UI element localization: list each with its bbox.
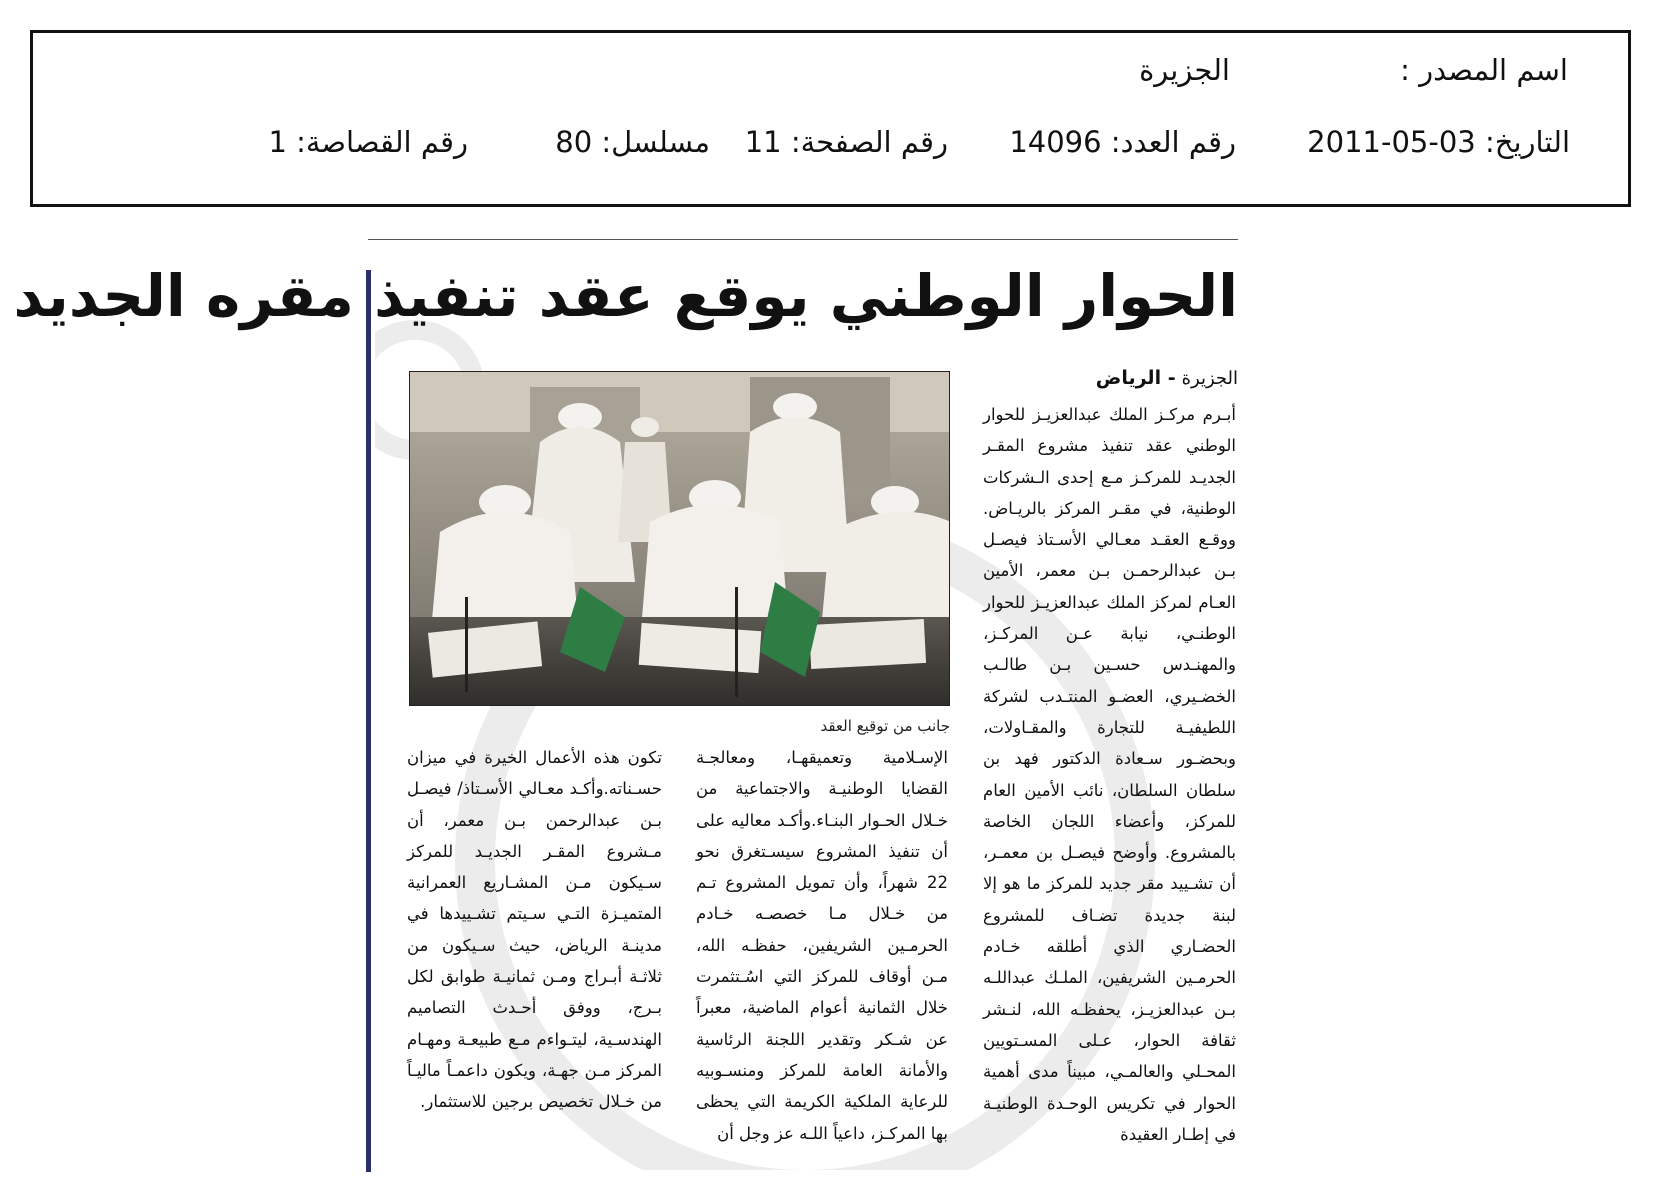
article-headline: الحوار الوطني يوقع عقد تنفيذ مقره الجديد <box>13 262 1238 330</box>
source-value: الجزيرة <box>1139 53 1230 87</box>
column-text: الإسـلامية وتعميقهـا، ومعالجـة القضايا الوطنيـة والاجتماعية من خـلال الحـوار البنـاء.وأكـد معاليه على أن تنفيذ المشروع سيسـتغرق نحو 22 شهراً، وأن تمويل المشروع تـم من خـلال مـا خصصـه خـادم الحرمـين الشريفين، حفظـه الله، مـن أوقاف للمركز التي اسُـتثمرت خلال الثمانية أعوام الماضية، معبراً عن شـكر وتقدير اللجنة الرئاسية والأمانة العامة للمركز ومنسـوبيه للرعاية الملكية الكريمة التي يحظى بها المركـز، داعياً اللـه عز وجل أن <box>696 748 948 1143</box>
newspaper-logo-text: الجزيرة <box>1181 368 1238 389</box>
dateline-place: - الرياض <box>1095 367 1176 389</box>
serial-field: مسلسل: 80 <box>555 125 710 159</box>
top-divider <box>368 239 1238 240</box>
article-column-left <box>407 742 662 1118</box>
photo-caption: جانب من توقيع العقد <box>820 717 950 735</box>
page-number-field: رقم الصفحة: 11 <box>744 125 948 159</box>
date-field: التاريخ: 03-05-2011 <box>1307 125 1570 159</box>
column-text: أبـرم مركـز الملك عبدالعزيـز للحوار الوطني عقد تنفيذ مشروع المقـر الجديـد للمركـز مـع إحدى الـشركات الوطنية، في مقـر المركز بالريـاض. ووقـع العقـد معـالي الأسـتاذ فيصـل بـن عبدالرحمـن بـن معمر، الأمين العـام لمركز الملك عبدالعزيـز للحوار الوطنـي، نيابة عـن المركـز، والمهنـدس حسـين بـن طالـب الخضـيري، العضـو المنتـدب لشركة اللطيفيـة للتجارة والمقـاولات، وبحضـور سـعادة الدكتور فهد بن سلطان السلطان، نائب الأمين العام للمركز، وأعضاء اللجان الخاصة بالمشروع. وأوضح فيصـل بن معمـر، أن تشـييد مقر جديد للمركز ما هو إلا لبنة جديدة تضـاف للمشروع الحضـاري الذي أطلقه خـادم الحرمـين الشريفين، الملـك عبداللـه بـن عبدالعزيـز، يحفظـه الله، لنـشر ثقافة الحوار، عـلى المسـتويين المحـلي والعالمـي، مبيناً مدى أهمية الحوار في تكريس الوحـدة الوطنيـة في إطـار العقيدة <box>983 405 1236 1144</box>
article-column-right <box>983 399 1236 1150</box>
article-dateline <box>1096 367 1238 389</box>
signing-photo <box>409 371 950 706</box>
clipping-number-field: رقم القصاصة: 1 <box>268 125 468 159</box>
accent-bar <box>366 270 371 1172</box>
source-label: اسم المصدر : <box>1400 53 1568 87</box>
issue-number-field: رقم العدد: 14096 <box>1009 125 1236 159</box>
clipping-header-box <box>30 30 1631 207</box>
article-column-middle <box>696 742 948 1149</box>
photo-illustration <box>410 372 950 706</box>
column-text: تكون هذه الأعمال الخيرة في ميزان حسـناته.وأكـد معـالي الأسـتاذ/ فيصـل بـن عبدالرحمن بـن معمر، أن مـشروع المقـر الجديـد للمركز سـيكون مـن المشـاريع العمرانية المتميـزة التـي سـيتم تشـييدها في مدينـة الرياض، حيث سـيكون من ثلاثـة أبـراج ومـن ثمانيـة طوابق لكل بـرج، ووفق أحـدث التصاميم الهندسـية، ليتـواءم مـع طبيعـة ومهـام المركز مـن جهـة، ويكون داعمـاً ماليـاً من خـلال تخصيص برجين للاستثمار. <box>407 748 662 1112</box>
